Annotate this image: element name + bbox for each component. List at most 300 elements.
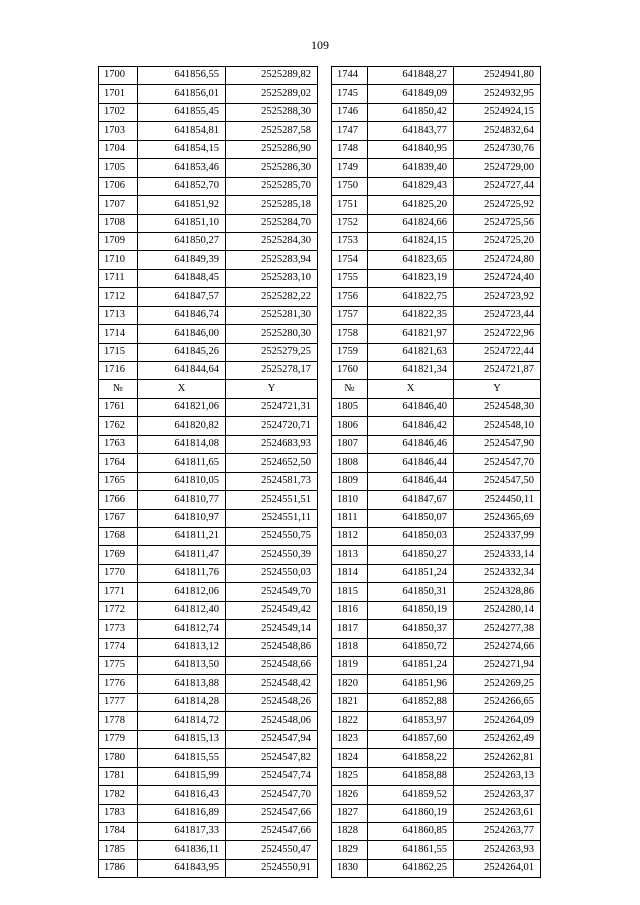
y-coordinate-cell: 2524727,44 bbox=[454, 177, 541, 195]
x-coordinate-cell: 641810,05 bbox=[138, 472, 226, 490]
point-number-cell: 1712 bbox=[99, 288, 138, 306]
y-coordinate-cell: 2524547,66 bbox=[226, 822, 318, 840]
y-coordinate-cell: 2524723,44 bbox=[454, 306, 541, 324]
x-coordinate-cell: 641857,60 bbox=[368, 730, 454, 748]
point-number-cell: 1751 bbox=[332, 196, 368, 214]
point-number-cell: 1713 bbox=[99, 306, 138, 324]
point-number-cell: 1765 bbox=[99, 472, 138, 490]
x-coordinate-cell: 641824,66 bbox=[368, 214, 454, 232]
point-number-cell: 1711 bbox=[99, 269, 138, 287]
x-coordinate-cell: 641850,19 bbox=[368, 601, 454, 619]
x-coordinate-cell: 641850,27 bbox=[368, 546, 454, 564]
header-y: Y bbox=[226, 380, 318, 398]
table-row bbox=[99, 509, 318, 527]
header-number: № bbox=[332, 380, 368, 398]
x-coordinate-cell: 641814,72 bbox=[138, 712, 226, 730]
point-number-cell: 1779 bbox=[99, 730, 138, 748]
point-number-cell: 1709 bbox=[99, 232, 138, 250]
table-row bbox=[99, 122, 318, 140]
y-coordinate-cell: 2524547,82 bbox=[226, 749, 318, 767]
table-row bbox=[332, 859, 541, 877]
y-coordinate-cell: 2524547,50 bbox=[454, 472, 541, 490]
x-coordinate-cell: 641858,88 bbox=[368, 767, 454, 785]
point-number-cell: 1703 bbox=[99, 122, 138, 140]
point-number-cell: 1777 bbox=[99, 693, 138, 711]
point-number-cell: 1809 bbox=[332, 472, 368, 490]
header-y: Y bbox=[454, 380, 541, 398]
table-row bbox=[332, 343, 541, 361]
table-row bbox=[332, 564, 541, 582]
y-coordinate-cell: 2524724,80 bbox=[454, 251, 541, 269]
y-coordinate-cell: 2524723,92 bbox=[454, 288, 541, 306]
table-row bbox=[332, 546, 541, 564]
point-number-cell: 1744 bbox=[332, 67, 368, 85]
x-coordinate-cell: 641843,77 bbox=[368, 122, 454, 140]
table-row bbox=[99, 362, 318, 380]
point-number-cell: 1757 bbox=[332, 306, 368, 324]
point-number-cell: 1715 bbox=[99, 343, 138, 361]
table-row bbox=[332, 767, 541, 785]
point-number-cell: 1807 bbox=[332, 435, 368, 453]
point-number-cell: 1708 bbox=[99, 214, 138, 232]
x-coordinate-cell: 641821,34 bbox=[368, 362, 454, 380]
table-row bbox=[99, 140, 318, 158]
table-row bbox=[99, 288, 318, 306]
x-coordinate-cell: 641850,42 bbox=[368, 103, 454, 121]
point-number-cell: 1821 bbox=[332, 693, 368, 711]
table-row bbox=[332, 196, 541, 214]
x-coordinate-cell: 641844,64 bbox=[138, 362, 226, 380]
x-coordinate-cell: 641861,55 bbox=[368, 841, 454, 859]
y-coordinate-cell: 2524549,70 bbox=[226, 583, 318, 601]
x-coordinate-cell: 641817,33 bbox=[138, 822, 226, 840]
table-row bbox=[99, 454, 318, 472]
x-coordinate-cell: 641848,27 bbox=[368, 67, 454, 85]
point-number-cell: 1772 bbox=[99, 601, 138, 619]
y-coordinate-cell: 2524550,03 bbox=[226, 564, 318, 582]
table-row bbox=[332, 804, 541, 822]
y-coordinate-cell: 2524277,38 bbox=[454, 620, 541, 638]
x-coordinate-cell: 641824,15 bbox=[368, 232, 454, 250]
point-number-cell: 1815 bbox=[332, 583, 368, 601]
table-row bbox=[332, 435, 541, 453]
x-coordinate-cell: 641850,03 bbox=[368, 527, 454, 545]
y-coordinate-cell: 2524725,20 bbox=[454, 232, 541, 250]
table-row bbox=[99, 730, 318, 748]
y-coordinate-cell: 2524721,31 bbox=[226, 398, 318, 416]
x-coordinate-cell: 641850,31 bbox=[368, 583, 454, 601]
table-row bbox=[99, 214, 318, 232]
x-coordinate-cell: 641810,97 bbox=[138, 509, 226, 527]
y-coordinate-cell: 2524328,86 bbox=[454, 583, 541, 601]
table-row bbox=[99, 103, 318, 121]
y-coordinate-cell: 2524332,34 bbox=[454, 564, 541, 582]
table-row bbox=[99, 417, 318, 435]
x-coordinate-cell: 641854,15 bbox=[138, 140, 226, 158]
x-coordinate-cell: 641851,92 bbox=[138, 196, 226, 214]
y-coordinate-cell: 2525289,02 bbox=[226, 85, 318, 103]
y-coordinate-cell: 2525287,58 bbox=[226, 122, 318, 140]
y-coordinate-cell: 2524550,47 bbox=[226, 841, 318, 859]
point-number-cell: 1764 bbox=[99, 454, 138, 472]
x-coordinate-cell: 641825,20 bbox=[368, 196, 454, 214]
x-coordinate-cell: 641845,26 bbox=[138, 343, 226, 361]
y-coordinate-cell: 2524725,56 bbox=[454, 214, 541, 232]
y-coordinate-cell: 2524722,96 bbox=[454, 325, 541, 343]
x-coordinate-cell: 641847,57 bbox=[138, 288, 226, 306]
point-number-cell: 1759 bbox=[332, 343, 368, 361]
coordinates-table-right bbox=[331, 66, 541, 878]
x-coordinate-cell: 641852,70 bbox=[138, 177, 226, 195]
point-number-cell: 1762 bbox=[99, 417, 138, 435]
point-number-cell: 1710 bbox=[99, 251, 138, 269]
x-coordinate-cell: 641816,43 bbox=[138, 786, 226, 804]
table-header-row bbox=[99, 380, 318, 398]
x-coordinate-cell: 641856,55 bbox=[138, 67, 226, 85]
table-row bbox=[332, 638, 541, 656]
y-coordinate-cell: 2524266,65 bbox=[454, 693, 541, 711]
table-row bbox=[332, 657, 541, 675]
x-coordinate-cell: 641814,08 bbox=[138, 435, 226, 453]
point-number-cell: 1813 bbox=[332, 546, 368, 564]
table-row bbox=[99, 601, 318, 619]
x-coordinate-cell: 641822,75 bbox=[368, 288, 454, 306]
table-row bbox=[332, 730, 541, 748]
y-coordinate-cell: 2524280,14 bbox=[454, 601, 541, 619]
x-coordinate-cell: 641850,72 bbox=[368, 638, 454, 656]
y-coordinate-cell: 2525286,90 bbox=[226, 140, 318, 158]
point-number-cell: 1763 bbox=[99, 435, 138, 453]
point-number-cell: 1824 bbox=[332, 749, 368, 767]
y-coordinate-cell: 2525284,70 bbox=[226, 214, 318, 232]
table-row bbox=[99, 67, 318, 85]
table-row bbox=[332, 103, 541, 121]
table-row bbox=[99, 804, 318, 822]
point-number-cell: 1701 bbox=[99, 85, 138, 103]
table-row bbox=[332, 841, 541, 859]
table-row bbox=[332, 325, 541, 343]
x-coordinate-cell: 641846,00 bbox=[138, 325, 226, 343]
point-number-cell: 1818 bbox=[332, 638, 368, 656]
y-coordinate-cell: 2524724,40 bbox=[454, 269, 541, 287]
point-number-cell: 1828 bbox=[332, 822, 368, 840]
y-coordinate-cell: 2524547,66 bbox=[226, 804, 318, 822]
y-coordinate-cell: 2524720,71 bbox=[226, 417, 318, 435]
y-coordinate-cell: 2524547,70 bbox=[454, 454, 541, 472]
y-coordinate-cell: 2525284,30 bbox=[226, 232, 318, 250]
point-number-cell: 1769 bbox=[99, 546, 138, 564]
x-coordinate-cell: 641813,50 bbox=[138, 657, 226, 675]
point-number-cell: 1830 bbox=[332, 859, 368, 877]
y-coordinate-cell: 2524549,42 bbox=[226, 601, 318, 619]
table-row bbox=[332, 177, 541, 195]
table-row bbox=[99, 527, 318, 545]
y-coordinate-cell: 2524450,11 bbox=[454, 491, 541, 509]
y-coordinate-cell: 2524271,94 bbox=[454, 657, 541, 675]
table-row bbox=[332, 122, 541, 140]
point-number-cell: 1817 bbox=[332, 620, 368, 638]
y-coordinate-cell: 2524683,93 bbox=[226, 435, 318, 453]
header-x: X bbox=[138, 380, 226, 398]
table-row bbox=[99, 841, 318, 859]
x-coordinate-cell: 641812,74 bbox=[138, 620, 226, 638]
point-number-cell: 1702 bbox=[99, 103, 138, 121]
x-coordinate-cell: 641847,67 bbox=[368, 491, 454, 509]
point-number-cell: 1823 bbox=[332, 730, 368, 748]
y-coordinate-cell: 2525279,25 bbox=[226, 343, 318, 361]
x-coordinate-cell: 641839,40 bbox=[368, 159, 454, 177]
y-coordinate-cell: 2525289,82 bbox=[226, 67, 318, 85]
point-number-cell: 1822 bbox=[332, 712, 368, 730]
point-number-cell: 1756 bbox=[332, 288, 368, 306]
point-number-cell: 1812 bbox=[332, 527, 368, 545]
point-number-cell: 1825 bbox=[332, 767, 368, 785]
point-number-cell: 1808 bbox=[332, 454, 368, 472]
y-coordinate-cell: 2524941,80 bbox=[454, 67, 541, 85]
x-coordinate-cell: 641846,44 bbox=[368, 454, 454, 472]
table-row bbox=[332, 67, 541, 85]
point-number-cell: 1768 bbox=[99, 527, 138, 545]
y-coordinate-cell: 2524730,76 bbox=[454, 140, 541, 158]
x-coordinate-cell: 641843,95 bbox=[138, 859, 226, 877]
table-row bbox=[99, 657, 318, 675]
y-coordinate-cell: 2524551,51 bbox=[226, 491, 318, 509]
point-number-cell: 1745 bbox=[332, 85, 368, 103]
table-row bbox=[332, 583, 541, 601]
table-row bbox=[99, 325, 318, 343]
table-row bbox=[99, 638, 318, 656]
x-coordinate-cell: 641823,65 bbox=[368, 251, 454, 269]
point-number-cell: 1784 bbox=[99, 822, 138, 840]
table-row bbox=[332, 140, 541, 158]
x-coordinate-cell: 641815,99 bbox=[138, 767, 226, 785]
point-number-cell: 1829 bbox=[332, 841, 368, 859]
x-coordinate-cell: 641820,82 bbox=[138, 417, 226, 435]
x-coordinate-cell: 641811,21 bbox=[138, 527, 226, 545]
x-coordinate-cell: 641850,37 bbox=[368, 620, 454, 638]
table-row bbox=[332, 269, 541, 287]
table-row bbox=[332, 822, 541, 840]
x-coordinate-cell: 641811,47 bbox=[138, 546, 226, 564]
x-coordinate-cell: 641846,46 bbox=[368, 435, 454, 453]
y-coordinate-cell: 2525286,30 bbox=[226, 159, 318, 177]
table-row bbox=[99, 343, 318, 361]
y-coordinate-cell: 2524549,14 bbox=[226, 620, 318, 638]
table-row bbox=[99, 398, 318, 416]
point-number-cell: 1748 bbox=[332, 140, 368, 158]
point-number-cell: 1782 bbox=[99, 786, 138, 804]
x-coordinate-cell: 641812,06 bbox=[138, 583, 226, 601]
x-coordinate-cell: 641815,13 bbox=[138, 730, 226, 748]
point-number-cell: 1706 bbox=[99, 177, 138, 195]
table-row bbox=[332, 749, 541, 767]
point-number-cell: 1750 bbox=[332, 177, 368, 195]
x-coordinate-cell: 641821,63 bbox=[368, 343, 454, 361]
x-coordinate-cell: 641829,43 bbox=[368, 177, 454, 195]
x-coordinate-cell: 641813,12 bbox=[138, 638, 226, 656]
table-row bbox=[99, 712, 318, 730]
point-number-cell: 1749 bbox=[332, 159, 368, 177]
table-row bbox=[99, 159, 318, 177]
coordinates-table-left bbox=[98, 66, 318, 878]
y-coordinate-cell: 2524263,77 bbox=[454, 822, 541, 840]
table-row bbox=[99, 693, 318, 711]
x-coordinate-cell: 641849,09 bbox=[368, 85, 454, 103]
table-row bbox=[99, 85, 318, 103]
table-row bbox=[332, 251, 541, 269]
table-row bbox=[99, 251, 318, 269]
y-coordinate-cell: 2524547,70 bbox=[226, 786, 318, 804]
y-coordinate-cell: 2524274,66 bbox=[454, 638, 541, 656]
y-coordinate-cell: 2524263,13 bbox=[454, 767, 541, 785]
table-row bbox=[332, 601, 541, 619]
y-coordinate-cell: 2524262,49 bbox=[454, 730, 541, 748]
table-row bbox=[332, 454, 541, 472]
table-row bbox=[99, 620, 318, 638]
point-number-cell: 1714 bbox=[99, 325, 138, 343]
point-number-cell: 1707 bbox=[99, 196, 138, 214]
x-coordinate-cell: 641860,85 bbox=[368, 822, 454, 840]
x-coordinate-cell: 641822,35 bbox=[368, 306, 454, 324]
x-coordinate-cell: 641821,97 bbox=[368, 325, 454, 343]
y-coordinate-cell: 2524548,30 bbox=[454, 398, 541, 416]
y-coordinate-cell: 2524924,15 bbox=[454, 103, 541, 121]
point-number-cell: 1746 bbox=[332, 103, 368, 121]
y-coordinate-cell: 2525280,30 bbox=[226, 325, 318, 343]
table-row bbox=[99, 491, 318, 509]
point-number-cell: 1820 bbox=[332, 675, 368, 693]
point-number-cell: 1806 bbox=[332, 417, 368, 435]
x-coordinate-cell: 641846,44 bbox=[368, 472, 454, 490]
x-coordinate-cell: 641836,11 bbox=[138, 841, 226, 859]
y-coordinate-cell: 2524337,99 bbox=[454, 527, 541, 545]
y-coordinate-cell: 2524365,69 bbox=[454, 509, 541, 527]
x-coordinate-cell: 641849,39 bbox=[138, 251, 226, 269]
point-number-cell: 1783 bbox=[99, 804, 138, 822]
point-number-cell: 1754 bbox=[332, 251, 368, 269]
x-coordinate-cell: 641853,97 bbox=[368, 712, 454, 730]
y-coordinate-cell: 2524832,64 bbox=[454, 122, 541, 140]
x-coordinate-cell: 641858,22 bbox=[368, 749, 454, 767]
table-row bbox=[99, 435, 318, 453]
y-coordinate-cell: 2524548,66 bbox=[226, 657, 318, 675]
point-number-cell: 1767 bbox=[99, 509, 138, 527]
x-coordinate-cell: 641811,76 bbox=[138, 564, 226, 582]
y-coordinate-cell: 2525278,17 bbox=[226, 362, 318, 380]
table-row bbox=[99, 472, 318, 490]
x-coordinate-cell: 641840,95 bbox=[368, 140, 454, 158]
y-coordinate-cell: 2524550,91 bbox=[226, 859, 318, 877]
point-number-cell: 1716 bbox=[99, 362, 138, 380]
x-coordinate-cell: 641815,55 bbox=[138, 749, 226, 767]
coordinate-tables bbox=[98, 66, 540, 874]
y-coordinate-cell: 2525285,18 bbox=[226, 196, 318, 214]
point-number-cell: 1786 bbox=[99, 859, 138, 877]
y-coordinate-cell: 2524264,09 bbox=[454, 712, 541, 730]
table-row bbox=[99, 822, 318, 840]
point-number-cell: 1704 bbox=[99, 140, 138, 158]
x-coordinate-cell: 641859,52 bbox=[368, 786, 454, 804]
table-row bbox=[99, 583, 318, 601]
table-row bbox=[332, 85, 541, 103]
table-header-row bbox=[332, 380, 541, 398]
y-coordinate-cell: 2524652,50 bbox=[226, 454, 318, 472]
table-row bbox=[332, 306, 541, 324]
point-number-cell: 1760 bbox=[332, 362, 368, 380]
point-number-cell: 1771 bbox=[99, 583, 138, 601]
y-coordinate-cell: 2524263,37 bbox=[454, 786, 541, 804]
table-row bbox=[99, 859, 318, 877]
x-coordinate-cell: 641851,10 bbox=[138, 214, 226, 232]
header-number: № bbox=[99, 380, 138, 398]
x-coordinate-cell: 641846,40 bbox=[368, 398, 454, 416]
x-coordinate-cell: 641821,06 bbox=[138, 398, 226, 416]
y-coordinate-cell: 2524550,75 bbox=[226, 527, 318, 545]
point-number-cell: 1773 bbox=[99, 620, 138, 638]
point-number-cell: 1816 bbox=[332, 601, 368, 619]
table-row bbox=[332, 527, 541, 545]
y-coordinate-cell: 2524548,06 bbox=[226, 712, 318, 730]
table-row bbox=[332, 786, 541, 804]
y-coordinate-cell: 2525282,22 bbox=[226, 288, 318, 306]
table-row bbox=[332, 509, 541, 527]
x-coordinate-cell: 641860,19 bbox=[368, 804, 454, 822]
point-number-cell: 1761 bbox=[99, 398, 138, 416]
table-row bbox=[332, 491, 541, 509]
y-coordinate-cell: 2524932,95 bbox=[454, 85, 541, 103]
x-coordinate-cell: 641816,89 bbox=[138, 804, 226, 822]
x-coordinate-cell: 641854,81 bbox=[138, 122, 226, 140]
point-number-cell: 1705 bbox=[99, 159, 138, 177]
point-number-cell: 1826 bbox=[332, 786, 368, 804]
point-number-cell: 1752 bbox=[332, 214, 368, 232]
table-row bbox=[99, 786, 318, 804]
table-row bbox=[332, 417, 541, 435]
y-coordinate-cell: 2524581,73 bbox=[226, 472, 318, 490]
point-number-cell: 1753 bbox=[332, 232, 368, 250]
y-coordinate-cell: 2525288,30 bbox=[226, 103, 318, 121]
x-coordinate-cell: 641850,27 bbox=[138, 232, 226, 250]
point-number-cell: 1755 bbox=[332, 269, 368, 287]
table-row bbox=[332, 214, 541, 232]
point-number-cell: 1770 bbox=[99, 564, 138, 582]
x-coordinate-cell: 641812,40 bbox=[138, 601, 226, 619]
y-coordinate-cell: 2524263,93 bbox=[454, 841, 541, 859]
table-row bbox=[332, 472, 541, 490]
table-row bbox=[332, 288, 541, 306]
y-coordinate-cell: 2524333,14 bbox=[454, 546, 541, 564]
y-coordinate-cell: 2524722,44 bbox=[454, 343, 541, 361]
point-number-cell: 1780 bbox=[99, 749, 138, 767]
table-row bbox=[332, 675, 541, 693]
y-coordinate-cell: 2524269,25 bbox=[454, 675, 541, 693]
y-coordinate-cell: 2524548,26 bbox=[226, 693, 318, 711]
y-coordinate-cell: 2524262,81 bbox=[454, 749, 541, 767]
table-row bbox=[332, 693, 541, 711]
x-coordinate-cell: 641852,88 bbox=[368, 693, 454, 711]
table-row bbox=[99, 269, 318, 287]
y-coordinate-cell: 2525283,94 bbox=[226, 251, 318, 269]
point-number-cell: 1758 bbox=[332, 325, 368, 343]
y-coordinate-cell: 2524550,39 bbox=[226, 546, 318, 564]
x-coordinate-cell: 641813,88 bbox=[138, 675, 226, 693]
table-row bbox=[99, 546, 318, 564]
point-number-cell: 1810 bbox=[332, 491, 368, 509]
y-coordinate-cell: 2524548,10 bbox=[454, 417, 541, 435]
table-row bbox=[99, 749, 318, 767]
point-number-cell: 1774 bbox=[99, 638, 138, 656]
y-coordinate-cell: 2524264,01 bbox=[454, 859, 541, 877]
